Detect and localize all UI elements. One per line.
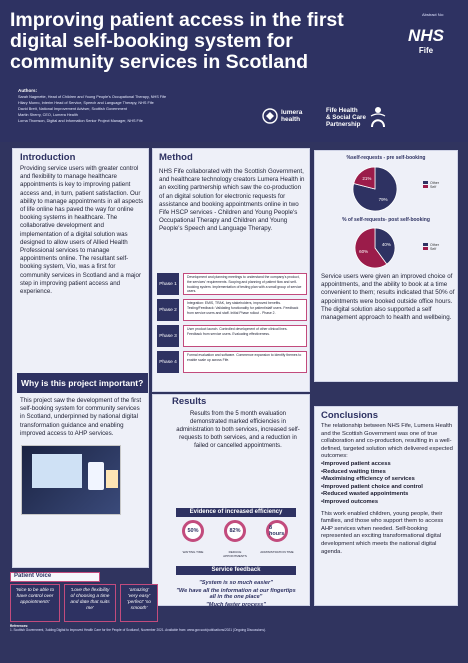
poster-title: Improving patient access in the first digital self-booking system for community services in Scotland	[10, 9, 344, 73]
conclusions-heading: Conclusions	[321, 410, 379, 421]
fhsc-line: Fife Health	[326, 106, 358, 114]
efficiency-heading: Evidence of increased efficiency	[176, 508, 296, 517]
conclusions-intro: The relationship between NHS Fife, Lumera Health and the Scottish Government was one of true collaboration and co-production, resulting in a well-defined, targeted solution which delivered expected outcomes:	[321, 423, 453, 460]
outcome-item: •Reduced wasted appointments	[321, 491, 409, 498]
metric-label: ADMINISTRATION TIME	[260, 550, 294, 554]
phase-3	[157, 325, 307, 347]
pie-chart-post	[345, 225, 405, 271]
fhsc-line: & Social Care	[326, 113, 366, 121]
fhscp-figure-icon	[369, 106, 387, 128]
phase-label: Phase 2	[157, 299, 179, 321]
why-heading: Why is this project important?	[21, 378, 144, 388]
legend-swatch	[423, 185, 428, 188]
pie-data-label: 60%	[359, 249, 369, 255]
author: Lorna Thomson, Digital and Information Senior Project Manager, NHS Fife	[18, 119, 143, 123]
outcome-item: •Improved outcomes	[321, 498, 379, 505]
conclusions-panel	[314, 406, 458, 606]
phase-description: User product launch. Controlled development of other clinical lines. Feedback from service users. Evaluating effectiveness.	[183, 325, 307, 347]
phone-image	[88, 462, 104, 490]
patient-quote: 'amazing' 'very easy' 'perfect' 'so smooth'	[120, 584, 158, 622]
service-feedback-heading: Service feedback	[176, 566, 296, 575]
legend-item	[423, 185, 439, 189]
method-panel	[152, 148, 310, 392]
references	[10, 624, 310, 632]
pie-data-label: 79%	[378, 196, 388, 202]
conclusions-text	[321, 423, 455, 556]
pie-data-label: 40%	[381, 241, 391, 247]
pie-1-legend	[423, 181, 439, 189]
left-column	[12, 148, 149, 568]
conclusions-closing: This work enabled children, young people, their families, and those who support them to access AHP services when needed. Self-booking represented an exciting transformational digital development which meets the national digital agenda.	[321, 510, 444, 555]
authors-heading: Authors:	[18, 88, 38, 93]
lumera-icon	[262, 108, 278, 124]
phase-4	[157, 351, 307, 373]
metric-circle: 82%	[224, 520, 246, 542]
metric-label: REDUCE APPOINTMENTS	[223, 550, 247, 558]
results-heading: Results	[172, 396, 207, 407]
legend-label: Self	[430, 247, 437, 251]
phase-label: Phase 1	[157, 273, 179, 295]
reference-text: 1. Scottish Government, 'Adding Digital to Improved Health Care for the People of Scotland', November 2021. Available from: www.gov.scot/publications/2021 (Ongoing Discussions).	[10, 628, 266, 632]
phase-label: Phase 4	[157, 351, 179, 373]
author: Hilary Munro, Interim Head of Service, Speech and Language Therapy, NHS Fife	[18, 101, 154, 105]
phase-label: Phase 3	[157, 325, 179, 347]
author: Sarah Nagmette, Head of Children and Young People's Occupational Therapy, NHS Fife	[18, 95, 167, 99]
health-text: health	[281, 116, 301, 123]
patient-quote: 'Love the flexibility of choosing a time and date that suits me'	[64, 584, 116, 622]
outcome-item: •Improved patient access	[321, 460, 391, 467]
method-text: NHS Fife collaborated with the Scottish Government, and healthcare technology creators Lumera Health in an exciting partnership which saw the co-production of an digital solution for electronic requests for assistance and booking appointments online in two Fife HSCP services - Children and Young People's Occupational Therapy and Children and Young People's Speech and Language Therapy.	[159, 168, 305, 233]
feedback-quote: "Much faster process"	[206, 602, 266, 608]
lumera-health-logo	[262, 108, 302, 124]
introduction-text: Providing service users with greater control and flexibility to manage healthcare appointments is key to improving patient access and, in turn, patient satisfaction. Our ability to manage appointments in all aspects of life online has paved the way for online booking systems in healthcare. The collaborative development and implementation of a digital solution was designed to allow users of Allied Health Professional services to manage appointments online. The resultant self-booking system, Vio, was a first for community services in Scotland and a major step in improving patient access and experience.	[20, 165, 144, 296]
results-text: Results from the 5 month evaluation demonstrated marked efficiencies in administration to both services, increased self-requests to both services, and a reduction in failed or cancelled appointments.	[176, 411, 300, 449]
phase-2	[157, 299, 307, 321]
metric-circle: 50%	[182, 520, 204, 542]
feedback-quote: "System is so much easier"	[199, 580, 273, 586]
legend-swatch	[423, 181, 428, 184]
pie-chart-pre	[345, 163, 405, 215]
author: Martin Sherry, CEO, Lumera Health	[18, 113, 78, 117]
patient-voice-heading: Patient Voice	[10, 572, 100, 582]
legend-label: Other	[430, 243, 439, 247]
author: David Brett, National Improvement Adviser, Scottish Government	[18, 107, 127, 111]
metric-label: WAITING TIME	[182, 550, 204, 554]
tablet-image	[106, 470, 118, 488]
feedback-quote: "We have all the information at our fingertips all in the one place"	[176, 588, 296, 600]
introduction-heading: Introduction	[20, 152, 76, 163]
choice-text: Service users were given an improved choice of appointments, and the ability to book at a time convenient to them; results indicated that 50% of appointments were booked outside office hours. The digital solution also supported a self management approach to health and wellbeing.	[321, 273, 455, 322]
fhsc-line: Partnership	[326, 120, 361, 128]
pie-1-title: %self-requests - pre self-booking	[346, 155, 426, 161]
phase-1	[157, 273, 307, 295]
legend-label: Other	[430, 181, 439, 185]
nhs-logo-text: NHS	[408, 26, 444, 45]
patient-quote: 'Nice to be able to have control over appointments'	[10, 584, 60, 622]
why-text: This project saw the development of the first self-booking system for community services in Scotland, underpinned by national digital transformation guidance and enabling improved access to AHP services.	[20, 397, 142, 437]
pie-2-title: % of self-requests- post self-booking	[342, 217, 430, 223]
legend-item	[423, 247, 439, 251]
laptop-screen	[32, 454, 82, 488]
outcome-item: •Reduced waiting times	[321, 468, 386, 475]
phase-description: Formal evaluation and software. Commence expansion to identify themes to enable scale up across Fife.	[183, 351, 307, 373]
pie-data-label: 21%	[362, 176, 372, 182]
nhs-fife-logo	[396, 26, 456, 66]
phase-description: Integration: EMIS, TRAK, key stakeholders, improved benefits. Testing/Feedback: Validating functionality for patient/staff users. Feedback from service users and staff. Initial Phase rollout - Phase 2.	[183, 299, 307, 321]
phase-description: Development and planning meetings to understand the company's product, the services' requirements. Scoping and planning of patient flow and self-booking system. Implementation of testing plan with a small group of service users.	[183, 273, 307, 295]
outcome-item: •Maximising efficiency of services	[321, 476, 415, 483]
metric-circle: 8 hours	[266, 520, 288, 542]
abstract-number: Abstract No:	[421, 12, 444, 17]
why-heading-bar	[17, 373, 148, 393]
references-heading: References:	[10, 624, 29, 628]
legend-swatch	[423, 247, 428, 250]
right-top-panel	[314, 150, 458, 382]
header	[0, 0, 468, 142]
fife-hscp-logo	[326, 106, 387, 128]
legend-label: Self	[430, 185, 437, 189]
method-heading: Method	[159, 152, 193, 163]
authors-list	[18, 94, 238, 124]
fife-logo-text: Fife	[418, 46, 434, 55]
outcome-item: •Improved patient choice and control	[321, 483, 423, 490]
legend-swatch	[423, 243, 428, 246]
pie-2-legend	[423, 243, 439, 251]
lumera-text: lumera	[281, 109, 303, 116]
device-photo	[21, 445, 121, 515]
